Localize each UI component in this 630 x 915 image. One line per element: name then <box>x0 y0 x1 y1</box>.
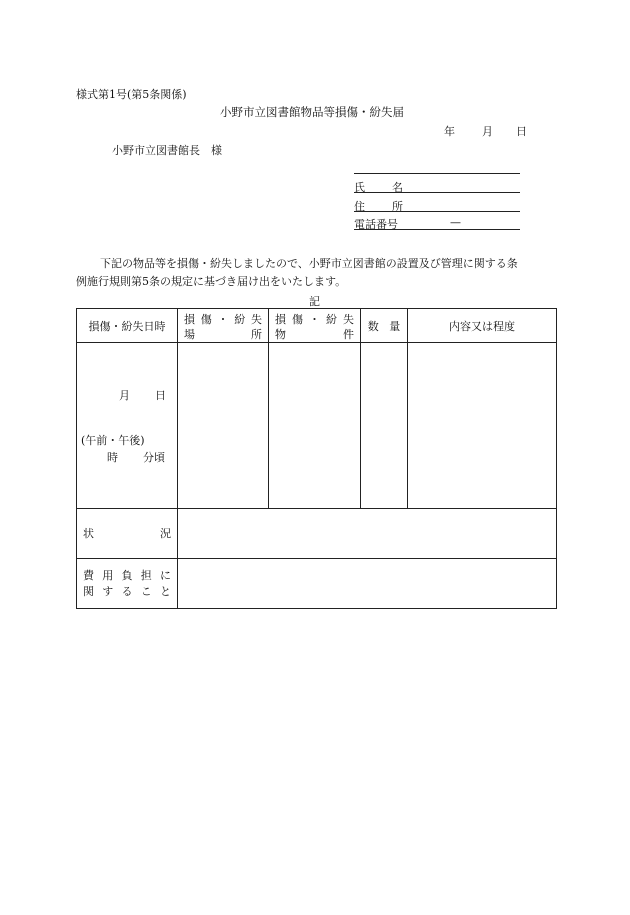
form-number: 様式第1号(第5条関係) <box>76 88 187 101</box>
datetime-ampm: (午前・午後) <box>81 434 145 447</box>
date-day: 日 <box>516 125 527 138</box>
address-line[interactable] <box>354 211 520 212</box>
cost-cell[interactable] <box>178 559 557 609</box>
datetime-month: 月 <box>119 389 130 402</box>
datetime-minute: 分頃 <box>143 451 165 464</box>
date-month: 月 <box>482 125 493 138</box>
name-label-1: 氏 <box>354 181 365 194</box>
phone-label: 電話番号 <box>354 218 398 231</box>
report-table <box>76 308 557 609</box>
cell-place[interactable] <box>178 343 269 509</box>
addressee: 小野市立図書館長 様 <box>112 144 222 157</box>
cost-label: 費 用 負 担 に 関 す る こ と <box>77 559 178 609</box>
ki-label: 記 <box>309 295 320 308</box>
cell-quantity[interactable] <box>361 343 408 509</box>
body-text-line2: 例施行規則第5条の規定に基づき届け出をいたします。 <box>76 275 347 288</box>
phone-line[interactable] <box>354 229 520 230</box>
cell-item[interactable] <box>269 343 361 509</box>
header-item: 損 傷 ・ 紛 失 物 件 <box>269 309 361 343</box>
name-line[interactable] <box>354 192 520 193</box>
date-year: 年 <box>444 125 455 138</box>
body-text-line1: 下記の物品等を損傷・紛失しましたので、小野市立図書館の設置及び管理に関する条 <box>100 257 518 270</box>
name-label-2: 名 <box>392 181 403 194</box>
address-label-1: 住 <box>354 200 365 213</box>
datetime-day: 日 <box>155 389 166 402</box>
applicant-top-line <box>354 173 520 174</box>
cell-content[interactable] <box>408 343 557 509</box>
phone-separator: — <box>450 216 461 229</box>
header-datetime: 損傷・紛失日時 <box>77 309 178 343</box>
cell-datetime[interactable] <box>77 343 178 509</box>
header-place: 損 傷 ・ 紛 失 場 所 <box>178 309 269 343</box>
form-title: 小野市立図書館物品等損傷・紛失届 <box>220 105 404 119</box>
situation-label: 状 況 <box>77 509 178 559</box>
situation-cell[interactable] <box>178 509 557 559</box>
address-label-2: 所 <box>392 200 403 213</box>
datetime-hour: 時 <box>107 451 118 464</box>
header-quantity: 数 量 <box>361 309 408 343</box>
header-content: 内容又は程度 <box>408 309 557 343</box>
